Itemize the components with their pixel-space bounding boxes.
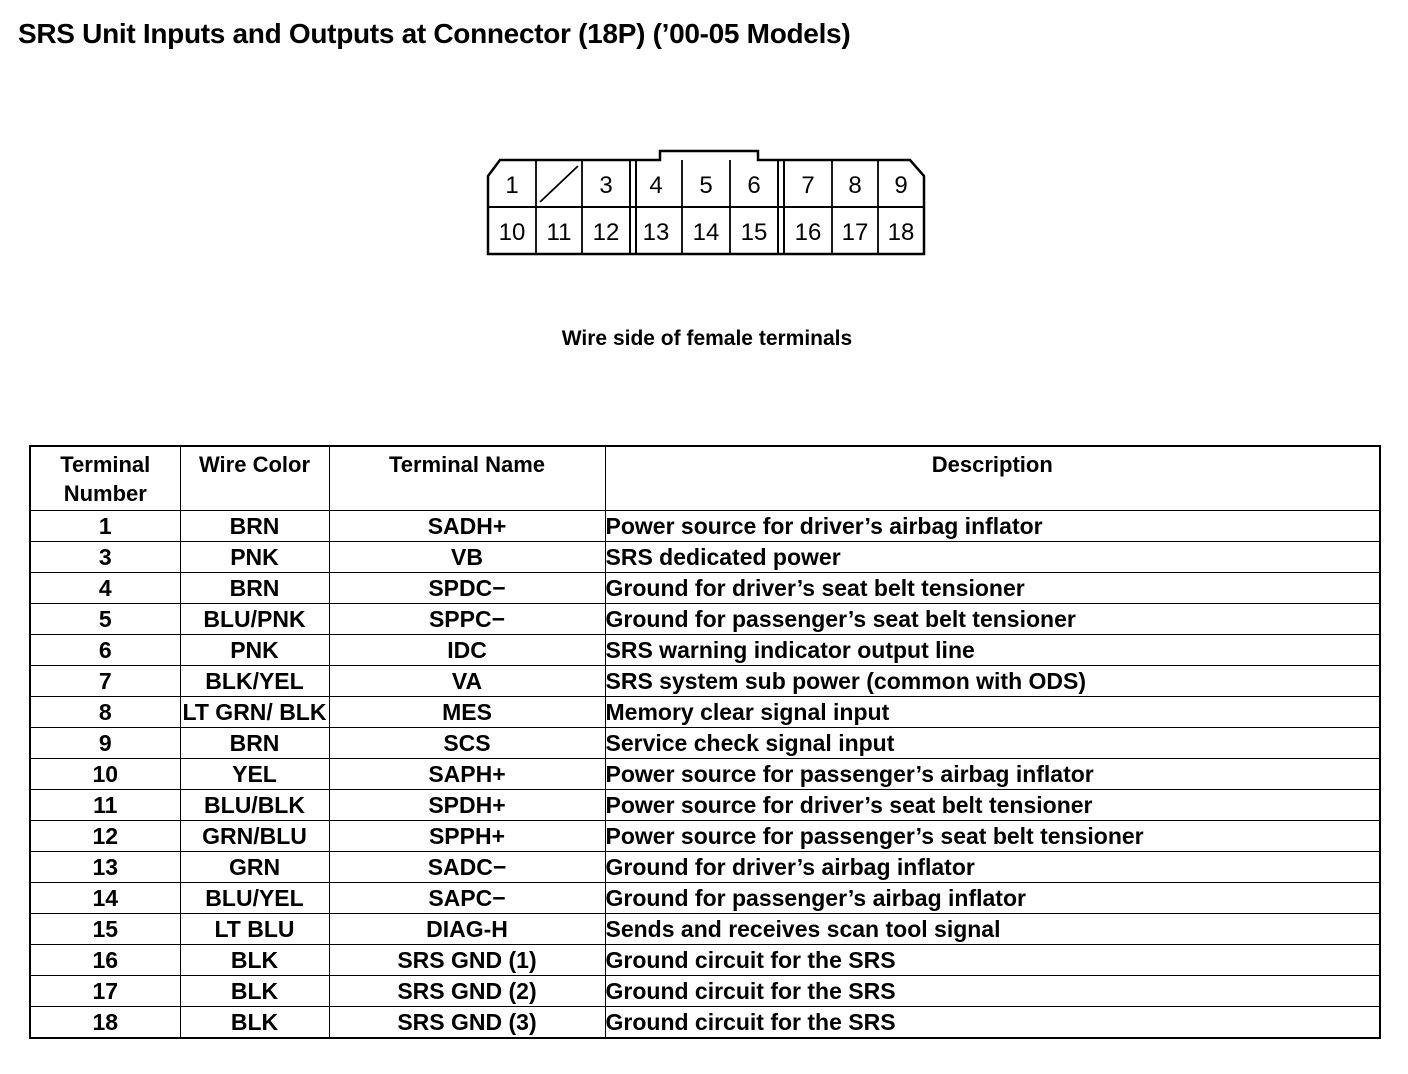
description-cell: SRS warning indicator output line: [605, 635, 1380, 666]
terminal-number-cell: 11: [30, 790, 180, 821]
table-row: [30, 914, 1380, 945]
description-cell: SRS system sub power (common with ODS): [605, 666, 1380, 697]
description-cell: Ground for passenger’s seat belt tensioner: [605, 604, 1380, 635]
wire-color-cell: BRN: [180, 728, 329, 759]
terminal-name-cell: SPDH+: [329, 790, 605, 821]
table-row: [30, 511, 1380, 542]
wire-color-cell: BLU/YEL: [180, 883, 329, 914]
table-row: [30, 604, 1380, 635]
terminal-number-cell: 9: [30, 728, 180, 759]
table-header-row: [30, 446, 1380, 511]
description-cell: Ground circuit for the SRS: [605, 976, 1380, 1007]
table-row: [30, 883, 1380, 914]
header-terminal-number: Terminal Number: [30, 446, 180, 511]
terminal-number-cell: 16: [30, 945, 180, 976]
table-row: [30, 945, 1380, 976]
terminal-number-cell: 12: [30, 821, 180, 852]
terminal-name-cell: SRS GND (2): [329, 976, 605, 1007]
terminal-name-cell: SADH+: [329, 511, 605, 542]
connector-pin-label: 7: [801, 172, 815, 199]
terminal-name-cell: SAPC−: [329, 883, 605, 914]
table-row: [30, 666, 1380, 697]
connector-pin-label: 16: [794, 219, 822, 246]
terminal-name-cell: VB: [329, 542, 605, 573]
page-title: SRS Unit Inputs and Outputs at Connector (18P) (’00-05 Models): [18, 18, 851, 49]
table-row: [30, 573, 1380, 604]
connector-pin-label: 3: [599, 172, 613, 199]
terminal-name-cell: SPPC−: [329, 604, 605, 635]
header-terminal-name: Terminal Name: [329, 446, 605, 511]
description-cell: Ground for passenger’s airbag inflator: [605, 883, 1380, 914]
wire-color-cell: PNK: [180, 635, 329, 666]
wire-color-cell: GRN: [180, 852, 329, 883]
wire-color-cell: BRN: [180, 573, 329, 604]
description-cell: SRS dedicated power: [605, 542, 1380, 573]
table-row: [30, 697, 1380, 728]
wire-color-cell: BLK/YEL: [180, 666, 329, 697]
terminal-number-cell: 1: [30, 511, 180, 542]
connector-pin-label: 1: [505, 172, 519, 199]
connector-pin-label: 12: [592, 219, 620, 246]
description-cell: Power source for passenger’s seat belt tensioner: [605, 821, 1380, 852]
terminal-number-cell: 3: [30, 542, 180, 573]
terminal-number-cell: 4: [30, 573, 180, 604]
connector-outline: [470, 140, 950, 270]
table-row: [30, 821, 1380, 852]
description-cell: Ground for driver’s seat belt tensioner: [605, 573, 1380, 604]
terminal-number-cell: 15: [30, 914, 180, 945]
terminal-name-cell: SADC−: [329, 852, 605, 883]
connector-pin-label: 17: [841, 219, 869, 246]
description-cell: Memory clear signal input: [605, 697, 1380, 728]
description-cell: Power source for passenger’s airbag inflator: [605, 759, 1380, 790]
terminal-name-cell: SCS: [329, 728, 605, 759]
table-row: [30, 759, 1380, 790]
connector-diagram: [470, 140, 950, 270]
terminal-number-cell: 6: [30, 635, 180, 666]
terminal-name-cell: MES: [329, 697, 605, 728]
wire-color-cell: GRN/BLU: [180, 821, 329, 852]
wire-color-cell: BLK: [180, 945, 329, 976]
connector-pin-label: 14: [692, 219, 720, 246]
terminal-number-cell: 7: [30, 666, 180, 697]
wire-color-cell: BRN: [180, 511, 329, 542]
terminal-name-cell: SRS GND (3): [329, 1007, 605, 1039]
wire-color-cell: LT BLU: [180, 914, 329, 945]
wire-color-cell: BLU/BLK: [180, 790, 329, 821]
table-row: [30, 542, 1380, 573]
terminal-name-cell: SPDC−: [329, 573, 605, 604]
description-cell: Service check signal input: [605, 728, 1380, 759]
wire-color-cell: PNK: [180, 542, 329, 573]
terminal-name-cell: IDC: [329, 635, 605, 666]
connector-caption: Wire side of female terminals: [561, 327, 853, 350]
description-cell: Power source for driver’s airbag inflator: [605, 511, 1380, 542]
connector-pin-label: 15: [740, 219, 768, 246]
connector-pin-label: 18: [887, 219, 915, 246]
header-description: Description: [605, 446, 1380, 511]
terminal-number-cell: 17: [30, 976, 180, 1007]
table-row: [30, 976, 1380, 1007]
terminal-name-cell: SAPH+: [329, 759, 605, 790]
connector-pin-label: 13: [642, 219, 670, 246]
terminal-number-cell: 10: [30, 759, 180, 790]
connector-pin-label: 10: [498, 219, 526, 246]
description-cell: Ground for driver’s airbag inflator: [605, 852, 1380, 883]
terminal-table: [29, 445, 1381, 1039]
connector-pin-label: 9: [894, 172, 908, 199]
wire-color-cell: YEL: [180, 759, 329, 790]
description-cell: Ground circuit for the SRS: [605, 945, 1380, 976]
table-row: [30, 852, 1380, 883]
connector-pin-label: 5: [699, 172, 713, 199]
terminal-name-cell: SPPH+: [329, 821, 605, 852]
wire-color-cell: BLU/PNK: [180, 604, 329, 635]
terminal-number-cell: 14: [30, 883, 180, 914]
table-row: [30, 790, 1380, 821]
connector-pin-label: 6: [747, 172, 761, 199]
connector-pin-label: 4: [649, 172, 663, 199]
terminal-number-cell: 13: [30, 852, 180, 883]
table-body: [30, 511, 1380, 1039]
terminal-number-cell: 5: [30, 604, 180, 635]
terminal-name-cell: DIAG-H: [329, 914, 605, 945]
description-cell: Ground circuit for the SRS: [605, 1007, 1380, 1039]
header-wire-color: Wire Color: [180, 446, 329, 511]
table-row: [30, 635, 1380, 666]
connector-pin-label: 11: [546, 219, 572, 246]
terminal-name-cell: VA: [329, 666, 605, 697]
wire-color-cell: BLK: [180, 1007, 329, 1039]
wire-color-cell: LT GRN/ BLK: [180, 697, 329, 728]
table-row: [30, 728, 1380, 759]
description-cell: Sends and receives scan tool signal: [605, 914, 1380, 945]
connector-pin-label: 8: [848, 172, 862, 199]
description-cell: Power source for driver’s seat belt tensioner: [605, 790, 1380, 821]
wire-color-cell: BLK: [180, 976, 329, 1007]
terminal-number-cell: 8: [30, 697, 180, 728]
terminal-name-cell: SRS GND (1): [329, 945, 605, 976]
terminal-number-cell: 18: [30, 1007, 180, 1039]
table-row: [30, 1007, 1380, 1039]
